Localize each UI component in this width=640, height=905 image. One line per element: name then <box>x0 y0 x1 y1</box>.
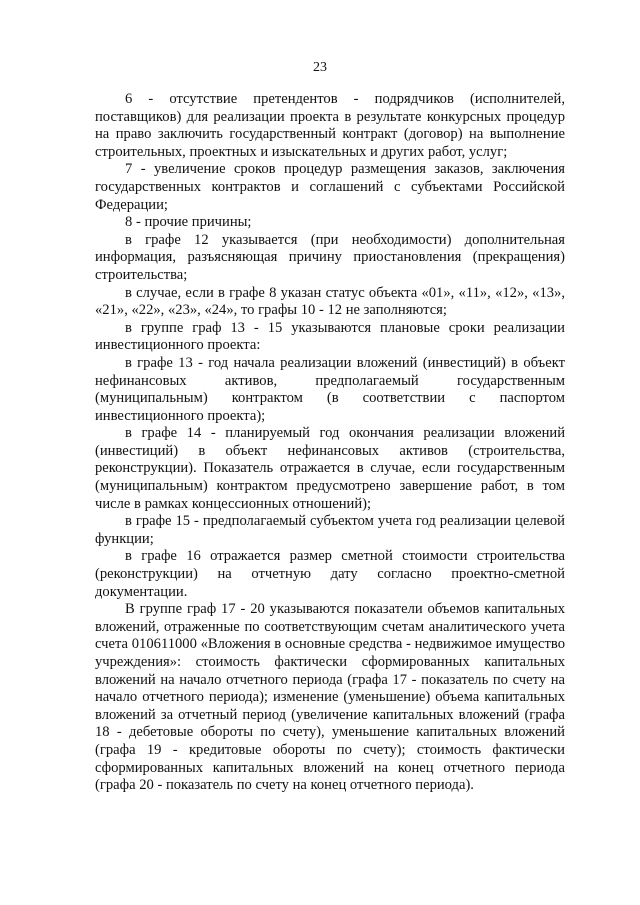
paragraph-columns-13-15: в группе граф 13 - 15 указываются плановые сроки реализации инвестиционного проекта: <box>95 319 565 354</box>
paragraph-reason-7: 7 - увеличение сроков процедур размещения заказов, заключения государственных контрактов и соглашений с субъектами Российской Федерации; <box>95 161 565 213</box>
paragraph-columns-17-20: В группе граф 17 - 20 указываются показатели объемов капитальных вложений, отраженные по соответствующим счетам аналитического учета счета 010611000 «Вложения в основные средства - недвижимое имущество учреждения»: стоимость фактически сформированных капитальных вложений на начало отчетного периода (графа 17 - показатель по счету на начало отчетного периода); изменение (уменьшение) объема капитальных вложений за отчетный период (увеличение капитальных вложений (графа 18 - дебетовые обороты по счету), уменьшение капитальных вложений (графа 19 - кредитовые обороты по счету); стоимость фактически сформированных капитальных вложений на конец отчетного периода (графа 20 - показатель по счету на конец отчетного периода). <box>95 601 565 794</box>
document-body <box>95 91 565 795</box>
paragraph-column-16: в графе 16 отражается размер сметной стоимости строительства (реконструкции) на отчетную дату согласно проектно-сметной документации. <box>95 548 565 600</box>
paragraph-reason-8: 8 - прочие причины; <box>125 214 252 231</box>
paragraph-column-15: в графе 15 - предполагаемый субъектом учета год реализации целевой функции; <box>95 513 565 547</box>
page-number: 23 <box>313 60 327 75</box>
paragraph-column-12: в графе 12 указывается (при необходимости) дополнительная информация, разъясняющая причину приостановления (прекращения) строительства; <box>95 231 565 283</box>
paragraph-status-condition: в случае, если в графе 8 указан статус объекта «01», «11», «12», «13», «21», «22», «23», «24», то графы 10 - 12 не заполняются; <box>95 284 565 319</box>
paragraph-column-13: в графе 13 - год начала реализации вложений (инвестиций) в объект нефинансовых активов, предполагаемый государственным (муниципальным) контрактом (в соответствии с паспортом инвестиционного проекта); <box>95 354 565 424</box>
paragraph-column-14: в графе 14 - планируемый год окончания реализации вложений (инвестиций) в объект нефинансовых активов (строительства, реконструкции). Показатель отражается в случае, если государственным (муниципальным) контрактом предусмотрено завершение работ, в том числе в рамках концессионных отношений); <box>95 425 565 512</box>
paragraph-reason-6: 6 - отсутствие претендентов - подрядчиков (исполнителей, поставщиков) для реализации проекта в результате конкурсных процедур на право заключить государственный контракт (договор) на выполнение строительных, проектных и изыскательных и других работ, услуг; <box>95 91 565 160</box>
